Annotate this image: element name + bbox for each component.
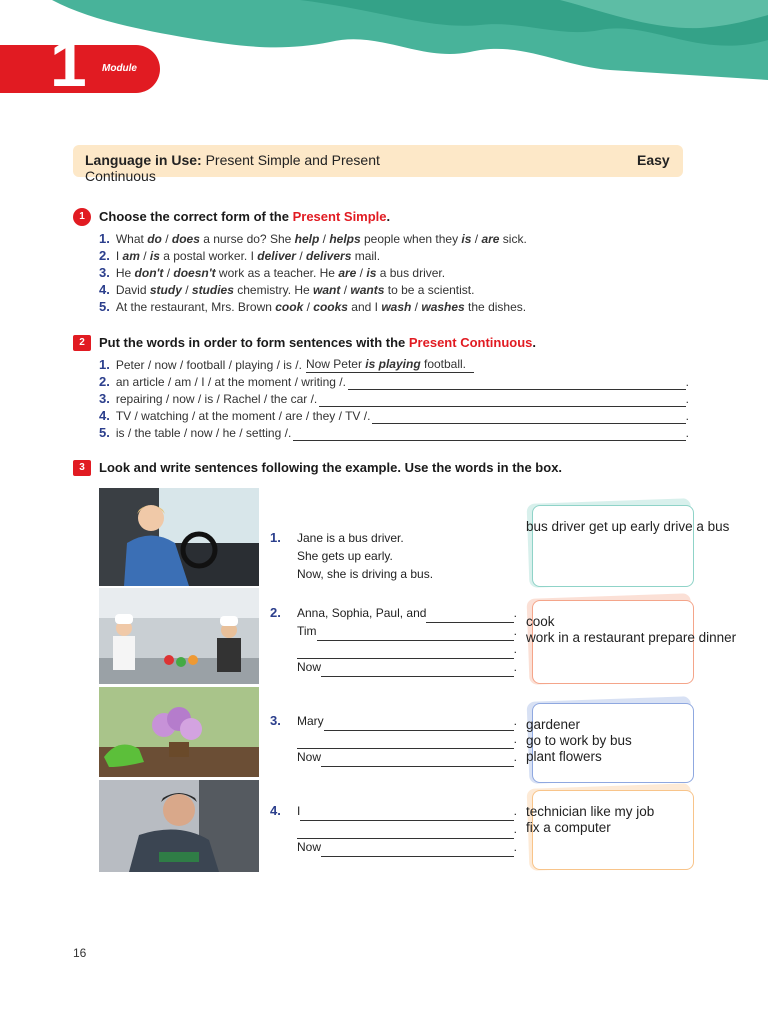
- item-text: At the restaurant, Mrs. Brown: [115, 300, 276, 314]
- word-box-text: [526, 717, 632, 765]
- answer-row-text: Tim: [297, 624, 317, 638]
- answer-row-text: Mary: [297, 714, 324, 728]
- item-number: 3.: [270, 713, 281, 728]
- item-prompt: is / the table / now / he / setting /.: [115, 426, 292, 440]
- item-number: 3.: [99, 391, 110, 406]
- instruction-highlight: Present Continuous: [408, 335, 533, 350]
- line-end: .: [513, 750, 517, 764]
- list-item: [99, 231, 527, 247]
- answer-line[interactable]: [372, 411, 685, 424]
- item-prompt: an article / am / I / at the moment / writing /.: [115, 375, 346, 389]
- item-number: 1.: [99, 231, 110, 246]
- item-text: He: [115, 266, 135, 280]
- answer-option[interactable]: does: [171, 232, 200, 246]
- word-box-line: plant flowers: [526, 749, 602, 764]
- answer-row-text: She gets up early.: [297, 549, 393, 563]
- title-label: Language in Use:: [85, 152, 202, 168]
- item-text: /: [340, 283, 351, 297]
- item-number: 1.: [270, 530, 281, 545]
- technician-photo: [99, 780, 259, 872]
- list-item: [99, 356, 689, 373]
- answer-line[interactable]: [324, 718, 514, 731]
- item-text: and I: [347, 300, 382, 314]
- item-number: 5.: [99, 299, 110, 314]
- exercise-1-instruction: [99, 209, 390, 224]
- list-item: [99, 248, 527, 264]
- answer-option[interactable]: doesn't: [173, 266, 216, 280]
- answer-row: [297, 821, 517, 839]
- answer-option[interactable]: deliver: [257, 249, 296, 263]
- answer-row: [297, 623, 517, 641]
- line-end: .: [513, 804, 517, 818]
- word-box-text: [526, 804, 654, 836]
- instruction-text: Put the words in order to form sentences with the: [99, 335, 406, 350]
- answer-row: [297, 749, 517, 767]
- exercise-badge-2: 2: [73, 335, 91, 351]
- word-box-line: cook: [526, 614, 555, 629]
- answer-row: [297, 659, 517, 677]
- gardening-photo: [99, 687, 259, 777]
- answer-row-text: Jane is a bus driver.: [297, 531, 404, 545]
- list-item: [99, 425, 689, 441]
- exercise-2-instruction: [99, 335, 536, 350]
- difficulty-level: Easy: [637, 152, 670, 168]
- item-text: /: [411, 300, 422, 314]
- answer-option[interactable]: help: [294, 232, 320, 246]
- answer-option[interactable]: delivers: [306, 249, 352, 263]
- answer-option[interactable]: helps: [329, 232, 361, 246]
- answer-option[interactable]: want: [313, 283, 341, 297]
- answer-line[interactable]: [348, 377, 686, 390]
- answer-option[interactable]: is: [149, 249, 160, 263]
- item-text: What: [115, 232, 148, 246]
- item-text: sick.: [499, 232, 527, 246]
- item-prompt: repairing / now / is / Rachel / the car /.: [115, 392, 318, 406]
- answer-row-text: Anna, Sophia, Paul, and: [297, 606, 427, 620]
- exercise-badge-3: 3: [73, 460, 91, 476]
- answer-line[interactable]: [300, 808, 513, 821]
- answer-line[interactable]: [317, 628, 514, 641]
- item-number: 3.: [99, 265, 110, 280]
- list-item: [99, 299, 527, 315]
- answer-option[interactable]: is: [366, 266, 377, 280]
- item-text: David: [115, 283, 150, 297]
- item-text: /: [303, 300, 314, 314]
- answer-option[interactable]: wash: [381, 300, 412, 314]
- item-text: a postal worker. I: [159, 249, 258, 263]
- module-number: 1: [50, 26, 87, 100]
- answer-lines: [297, 803, 517, 857]
- answer-row: [297, 641, 517, 659]
- item-text: a nurse do? She: [199, 232, 295, 246]
- line-end: .: [513, 714, 517, 728]
- word-box-line: fix a computer: [526, 820, 611, 835]
- word-box-text: [526, 519, 729, 535]
- page-number: 16: [73, 946, 87, 960]
- line-end: .: [513, 822, 517, 836]
- answer-option[interactable]: don't: [134, 266, 164, 280]
- answer-lines: [297, 530, 517, 584]
- page-title: [85, 152, 415, 184]
- word-box-line: work in a restaurant prepare dinner: [526, 630, 737, 645]
- item-text: /: [163, 266, 174, 280]
- answer-row: [297, 803, 517, 821]
- exercise-2-list: [99, 356, 689, 442]
- line-end: .: [513, 624, 517, 638]
- item-number: 2.: [270, 605, 281, 620]
- line-end: .: [685, 375, 689, 389]
- item-number: 2.: [99, 248, 110, 263]
- answer-option[interactable]: do: [147, 232, 162, 246]
- answer-line[interactable]: [321, 664, 514, 677]
- line-end: .: [685, 409, 689, 423]
- title-topic: Present Simple and Present: [205, 152, 380, 168]
- answer-option[interactable]: cook: [275, 300, 304, 314]
- answer-row: [297, 548, 517, 566]
- item-number: 4.: [99, 408, 110, 423]
- answer-option[interactable]: study: [149, 283, 182, 297]
- instruction-end: .: [386, 209, 391, 224]
- answer-row: [297, 839, 517, 857]
- word-box-line: go to work by bus: [526, 733, 632, 748]
- word-box-line: gardener: [526, 717, 581, 732]
- answer-line[interactable]: [293, 428, 685, 441]
- item-prompt: TV / watching / at the moment / are / they / TV /.: [115, 409, 371, 423]
- item-text: a bus driver.: [376, 266, 446, 280]
- item-prompt: Peter / now / football / playing / is /.: [115, 358, 302, 372]
- answer-row: [297, 566, 517, 584]
- answer-row-text: I: [297, 804, 301, 818]
- answer-option[interactable]: am: [122, 249, 140, 263]
- item-text: I: [115, 249, 123, 263]
- item-text: the dishes.: [464, 300, 527, 314]
- item-text: work as a teacher. He: [215, 266, 339, 280]
- item-text: /: [181, 283, 192, 297]
- line-end: .: [513, 660, 517, 674]
- answer-row-text: Now: [297, 840, 322, 854]
- line-end: .: [513, 732, 517, 746]
- instruction-text: Choose the correct form of the: [99, 209, 289, 224]
- item-number: 4.: [270, 803, 281, 818]
- answer-lines: [297, 605, 517, 677]
- line-end: .: [685, 392, 689, 406]
- bus-driver-photo: [99, 488, 259, 586]
- answer-row: [297, 605, 517, 623]
- answer-line[interactable]: [321, 844, 514, 857]
- item-number: 2.: [99, 374, 110, 389]
- word-box-line: bus driver get up early drive a bus: [526, 519, 730, 534]
- line-end: .: [513, 606, 517, 620]
- exercise-1-list: [99, 231, 527, 316]
- item-number: 4.: [99, 282, 110, 297]
- answer-line[interactable]: [321, 754, 514, 767]
- answer-option[interactable]: is: [461, 232, 472, 246]
- answer-row-text: Now: [297, 660, 322, 674]
- answer-line[interactable]: [426, 610, 513, 623]
- line-end: .: [513, 642, 517, 656]
- exercise-3-instruction: Look and write sentences following the example. Use the words in the box.: [99, 460, 563, 475]
- item-text: chemistry. He: [233, 283, 314, 297]
- exercise-badge-1: 1: [73, 208, 91, 226]
- answer-line[interactable]: [297, 736, 514, 749]
- line-end: .: [685, 426, 689, 440]
- instruction-end: .: [532, 335, 537, 350]
- word-box: [532, 505, 694, 587]
- word-box-text: [526, 614, 736, 646]
- answer-line[interactable]: [297, 826, 514, 839]
- item-text: /: [161, 232, 172, 246]
- item-text: /: [356, 266, 367, 280]
- title-topic-cont: Continuous: [85, 168, 156, 184]
- answer-row-text: Now: [297, 750, 322, 764]
- item-text: people when they: [360, 232, 462, 246]
- item-text: /: [471, 232, 482, 246]
- answer-lines: [297, 713, 517, 767]
- answer-text: Now Peter: [305, 357, 366, 371]
- list-item: [99, 408, 689, 424]
- answer-line[interactable]: [297, 646, 514, 659]
- answer-row: [297, 731, 517, 749]
- answer-line[interactable]: [319, 394, 685, 407]
- answer-option[interactable]: are: [338, 266, 357, 280]
- answer-row: [297, 530, 517, 548]
- item-text: /: [139, 249, 150, 263]
- answer-option[interactable]: wants: [350, 283, 385, 297]
- list-item: [99, 265, 527, 281]
- list-item: [99, 282, 527, 298]
- answer-verb: is playing: [365, 357, 421, 371]
- item-number: 5.: [99, 425, 110, 440]
- answer-option[interactable]: washes: [421, 300, 465, 314]
- module-label: Module: [102, 63, 137, 74]
- list-item: [99, 374, 689, 390]
- word-box-line: technician like my job: [526, 804, 655, 819]
- answer-option[interactable]: are: [481, 232, 500, 246]
- line-end: .: [513, 840, 517, 854]
- answer-option[interactable]: cooks: [313, 300, 348, 314]
- answer-row-text: Now, she is driving a bus.: [297, 567, 434, 581]
- kitchen-cooks-photo: [99, 588, 259, 684]
- instruction-highlight: Present Simple: [292, 209, 387, 224]
- item-text: /: [295, 249, 306, 263]
- answer-option[interactable]: studies: [191, 283, 234, 297]
- answer-text: football.: [420, 357, 467, 371]
- item-text: mail.: [351, 249, 381, 263]
- answer-row: [297, 713, 517, 731]
- example-answer: [306, 356, 474, 373]
- list-item: [99, 391, 689, 407]
- item-text: /: [319, 232, 330, 246]
- item-number: 1.: [99, 357, 110, 372]
- item-text: to be a scientist.: [384, 283, 475, 297]
